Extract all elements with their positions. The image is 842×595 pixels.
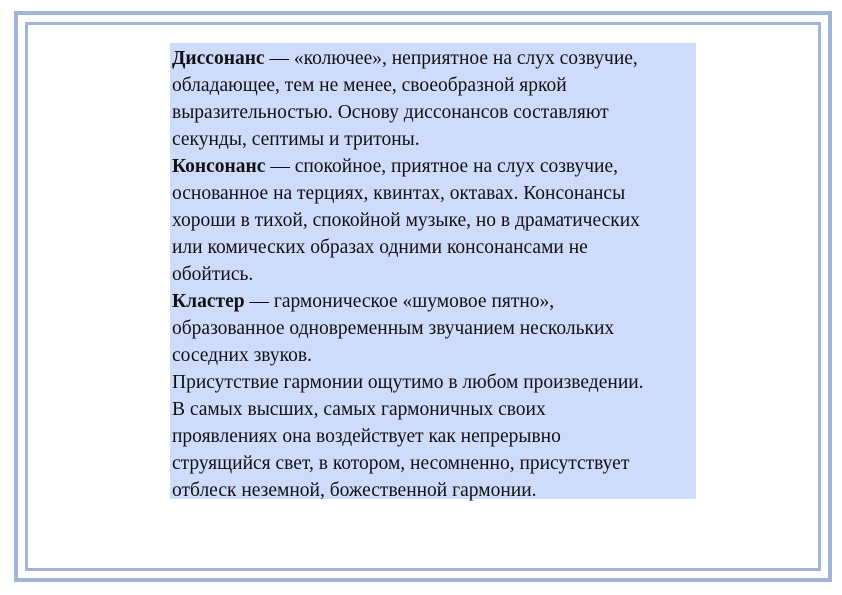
- term-dissonance: Диссонанс: [172, 48, 265, 69]
- definition-text: — «колючее», неприятное на слух созвучие,: [264, 48, 638, 69]
- text-line: образованное одновременным звучанием нескольких: [172, 318, 615, 339]
- paragraph-cluster: [172, 288, 694, 369]
- text-line: Присутствие гармонии ощутимо в любом произведении.: [172, 372, 644, 393]
- text-line: [172, 153, 694, 180]
- text-line: или комических образах одними консонансами не: [172, 237, 588, 258]
- paragraph-consonance: [172, 153, 694, 288]
- text-line: основанное на терциях, квинтах, октавах. Консонансы: [172, 183, 626, 204]
- paragraph-harmony: [172, 369, 694, 504]
- definition-text: — спокойное, приятное на слух созвучие,: [265, 156, 618, 177]
- paragraph-dissonance: [172, 45, 694, 153]
- text-line: [172, 45, 694, 72]
- text-line: струящийся свет, в котором, несомненно, присутствует: [172, 453, 630, 474]
- text-line: секунды, септимы и тритоны.: [172, 129, 420, 150]
- text-line: выразительностью. Основу диссонансов составляют: [172, 102, 609, 123]
- text-block: [170, 43, 696, 499]
- text-line: обойтись.: [172, 264, 254, 285]
- text-line: отблеск неземной, божественной гармонии.: [172, 480, 537, 501]
- text-line: [172, 288, 694, 315]
- term-consonance: Консонанс: [172, 156, 266, 177]
- definition-text: — гармоническое «шумовое пятно»,: [244, 291, 555, 312]
- text-line: В самых высших, самых гармоничных своих: [172, 399, 546, 420]
- text-line: хороши в тихой, спокойной музыке, но в драматических: [172, 210, 640, 231]
- term-cluster: Кластер: [172, 291, 245, 312]
- text-line: соседних звуков.: [172, 345, 312, 366]
- text-line: проявлениях она воздействует как непрерывно: [172, 426, 561, 447]
- text-line: обладающее, тем не менее, своеобразной яркой: [172, 75, 567, 96]
